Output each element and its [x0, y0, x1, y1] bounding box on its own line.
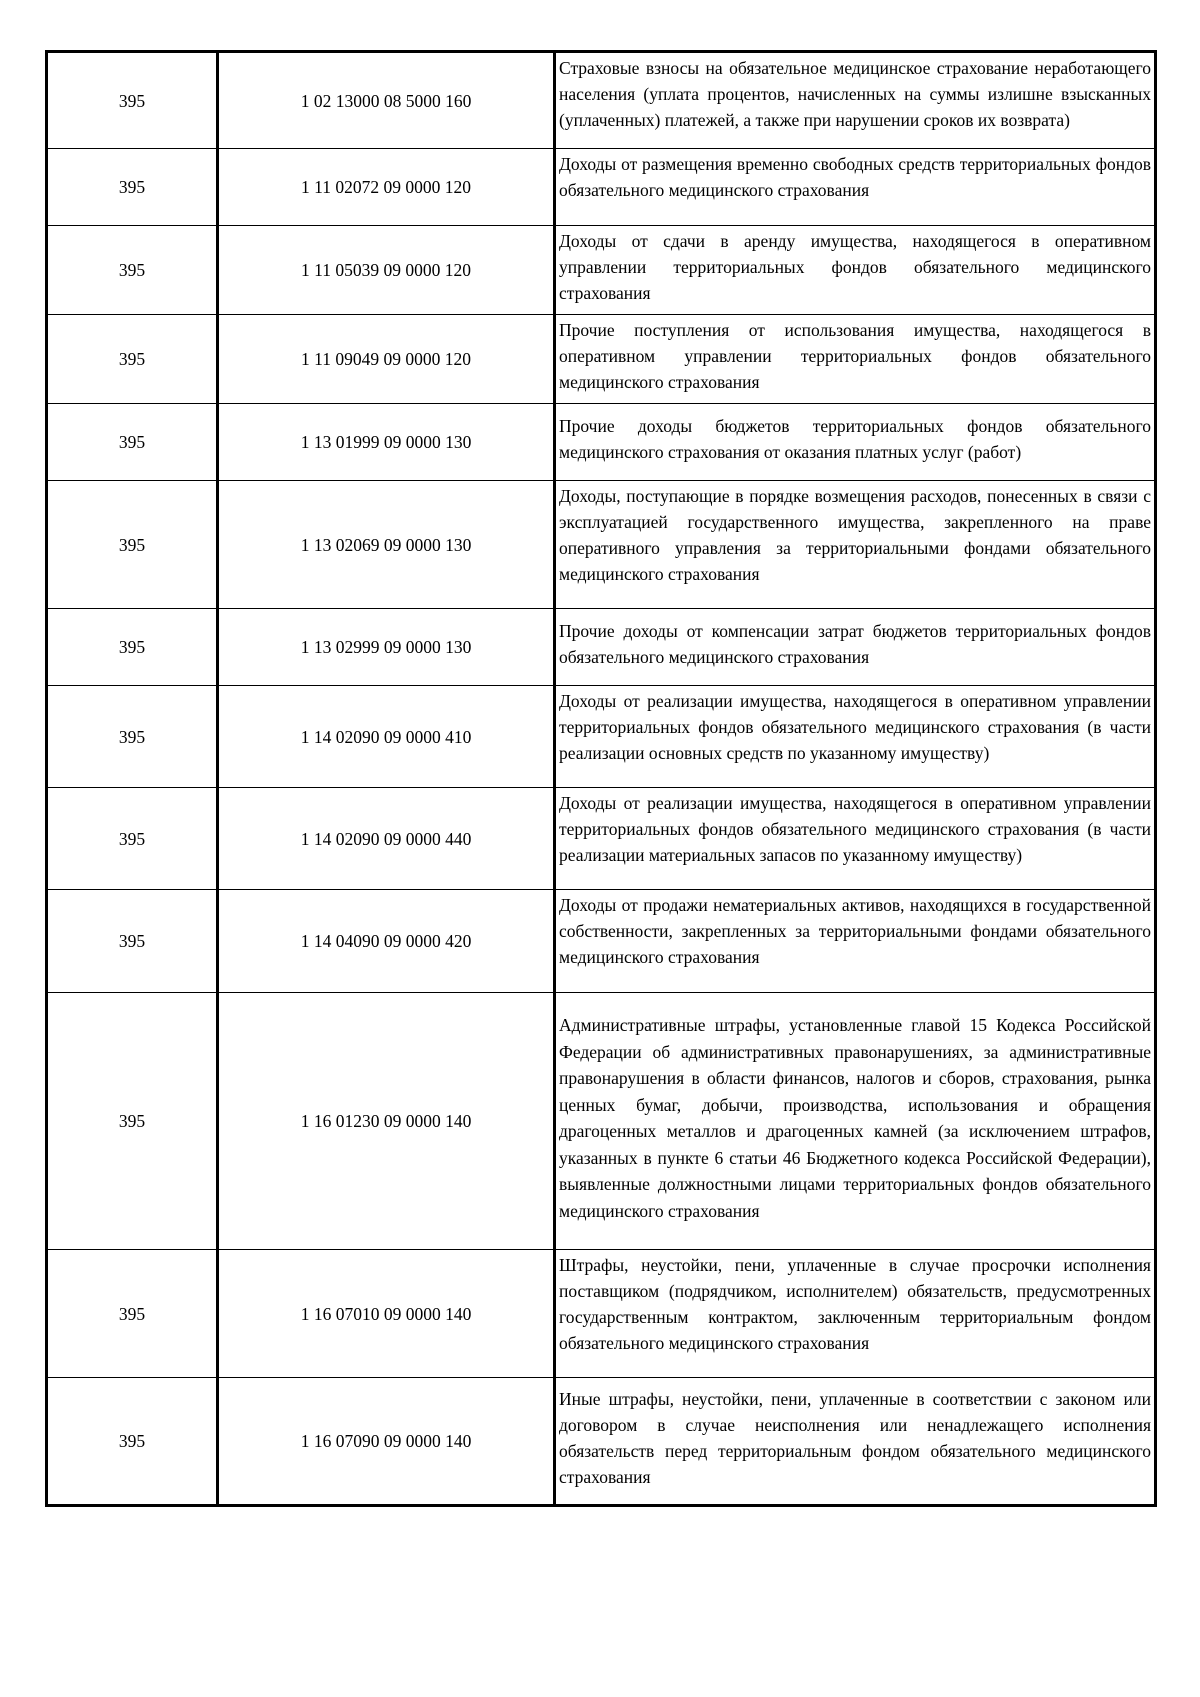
description-text: Доходы от сдачи в аренду имущества, находящегося в оперативном управлении территориальных фондов обязательного медицинского страхования — [559, 231, 1151, 303]
table-row — [47, 1250, 1156, 1378]
description-text: Доходы от реализации имущества, находящегося в оперативном управлении территориальных фондов обязательного медицинского страхования (в части реализации основных средств по указанному имуществу) — [559, 691, 1151, 763]
budget-code-cell: 1 16 07090 09 0000 140 — [218, 1378, 555, 1506]
table-row — [47, 226, 1156, 315]
income-codes-table — [45, 50, 1157, 1507]
description-text: Прочие доходы бюджетов территориальных фондов обязательного медицинского страхования от оказания платных услуг (работ) — [559, 416, 1151, 462]
description-cell — [555, 481, 1156, 609]
admin-code-cell: 395 — [47, 52, 218, 149]
budget-code-cell: 1 16 07010 09 0000 140 — [218, 1250, 555, 1378]
admin-code-cell: 395 — [47, 315, 218, 404]
description-text: Штрафы, неустойки, пени, уплаченные в случае просрочки исполнения поставщиком (подрядчиком, исполнителем) обязательств, предусмотренных государственным контрактом, заключенным территориальным фондом обязательного медицинского страхования — [559, 1255, 1151, 1353]
admin-code-cell: 395 — [47, 404, 218, 481]
table-row — [47, 788, 1156, 890]
table-row — [47, 890, 1156, 993]
admin-code-cell: 395 — [47, 481, 218, 609]
description-cell — [555, 52, 1156, 149]
description-cell — [555, 226, 1156, 315]
budget-code-cell: 1 14 02090 09 0000 440 — [218, 788, 555, 890]
budget-code-cell: 1 16 01230 09 0000 140 — [218, 993, 555, 1250]
description-text: Доходы, поступающие в порядке возмещения расходов, понесенных в связи с эксплуатацией государственного имущества, закрепленного на праве оперативного управления за территориальными фондами обязательного медицинского страхования — [559, 486, 1151, 584]
description-text: Страховые взносы на обязательное медицинское страхование неработающего населения (уплата процентов, начисленных на суммы излишне взысканных (уплаченных) платежей, а также при нарушении сроков их возврата) — [559, 58, 1151, 130]
description-text: Доходы от продажи нематериальных активов, находящихся в государственной собственности, закрепленных за территориальными фондами обязательного медицинского страхования — [559, 895, 1151, 967]
budget-code-cell: 1 11 05039 09 0000 120 — [218, 226, 555, 315]
admin-code-cell: 395 — [47, 1250, 218, 1378]
description-cell — [555, 404, 1156, 481]
table-row — [47, 993, 1156, 1250]
table-row — [47, 609, 1156, 686]
description-cell — [555, 686, 1156, 788]
description-text: Прочие поступления от использования имущества, находящегося в оперативном управлении территориальных фондов обязательного медицинского страхования — [559, 320, 1151, 392]
admin-code-cell: 395 — [47, 1378, 218, 1506]
admin-code-cell: 395 — [47, 993, 218, 1250]
description-cell — [555, 149, 1156, 226]
description-cell — [555, 609, 1156, 686]
description-cell — [555, 1250, 1156, 1378]
admin-code-cell: 395 — [47, 788, 218, 890]
description-text: Доходы от размещения временно свободных средств территориальных фондов обязательного медицинского страхования — [559, 154, 1151, 200]
table-row — [47, 404, 1156, 481]
budget-code-cell: 1 14 04090 09 0000 420 — [218, 890, 555, 993]
admin-code-cell: 395 — [47, 686, 218, 788]
budget-code-cell: 1 14 02090 09 0000 410 — [218, 686, 555, 788]
description-cell — [555, 993, 1156, 1250]
budget-code-cell: 1 13 02999 09 0000 130 — [218, 609, 555, 686]
description-text: Иные штрафы, неустойки, пени, уплаченные в соответствии с законом или договором в случае неисполнения или ненадлежащего исполнения обязательств перед территориальным фондом обязательного медицинского страхования — [559, 1389, 1151, 1487]
budget-code-cell: 1 13 01999 09 0000 130 — [218, 404, 555, 481]
description-cell — [555, 788, 1156, 890]
description-text: Доходы от реализации имущества, находящегося в оперативном управлении территориальных фондов обязательного медицинского страхования (в части реализации материальных запасов по указанному имуществу) — [559, 793, 1151, 865]
description-cell — [555, 890, 1156, 993]
description-text: Прочие доходы от компенсации затрат бюджетов территориальных фондов обязательного медицинского страхования — [559, 621, 1151, 667]
admin-code-cell: 395 — [47, 609, 218, 686]
budget-code-cell: 1 13 02069 09 0000 130 — [218, 481, 555, 609]
admin-code-cell: 395 — [47, 149, 218, 226]
table-body — [47, 52, 1156, 1506]
budget-code-cell: 1 02 13000 08 5000 160 — [218, 52, 555, 149]
table-row — [47, 315, 1156, 404]
table-row — [47, 52, 1156, 149]
table-row — [47, 481, 1156, 609]
admin-code-cell: 395 — [47, 226, 218, 315]
budget-code-cell: 1 11 02072 09 0000 120 — [218, 149, 555, 226]
table-row — [47, 686, 1156, 788]
table-row — [47, 1378, 1156, 1506]
description-text: Административные штрафы, установленные главой 15 Кодекса Российской Федерации об административных правонарушениях, за административные правонарушения в области финансов, налогов и сборов, страхования, рынка ценных бумаг, добычи, производства, использования и обращения драгоценных металлов и драгоценных камней (за исключением штрафов, указанных в пункте 6 статьи 46 Бюджетного кодекса Российской Федерации), выявленные должностными лицами территориальных фондов обязательного медицинского страхования — [559, 1015, 1151, 1221]
description-cell — [555, 315, 1156, 404]
table-row — [47, 149, 1156, 226]
description-cell — [555, 1378, 1156, 1506]
budget-code-cell: 1 11 09049 09 0000 120 — [218, 315, 555, 404]
admin-code-cell: 395 — [47, 890, 218, 993]
